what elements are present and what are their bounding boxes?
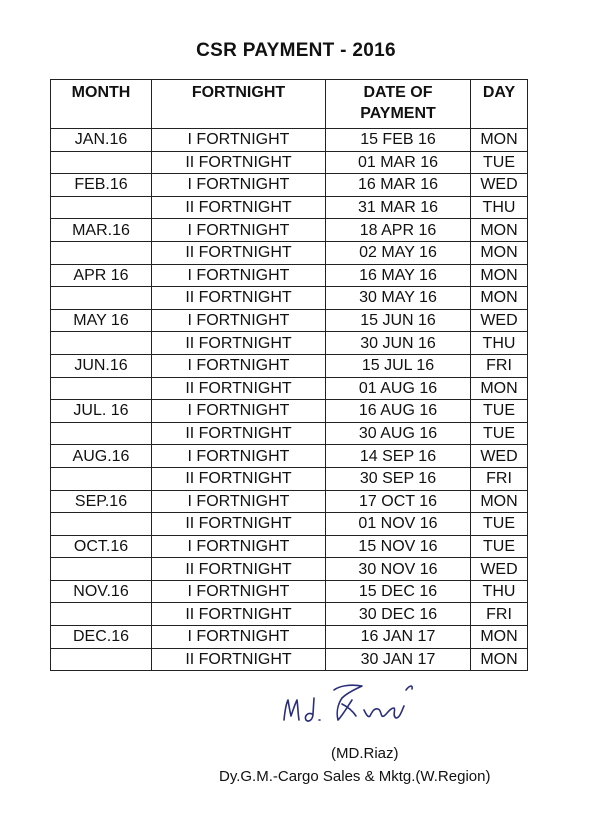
cell-date: 16 MAY 16 [326,264,471,287]
cell-date: 15 FEB 16 [326,129,471,152]
cell-month [51,332,152,355]
cell-month: MAY 16 [51,309,152,332]
table-row [51,264,528,287]
cell-month: DEC.16 [51,626,152,649]
cell-date: 15 DEC 16 [326,580,471,603]
cell-date: 15 JUL 16 [326,354,471,377]
cell-fortnight: I FORTNIGHT [152,490,326,513]
cell-fortnight: I FORTNIGHT [152,174,326,197]
cell-day: FRI [471,603,528,626]
table-body [51,129,528,671]
cell-day: WED [471,445,528,468]
cell-day: FRI [471,467,528,490]
cell-day: WED [471,174,528,197]
table-row [51,332,528,355]
table-row [51,603,528,626]
cell-month [51,151,152,174]
table-row [51,129,528,152]
cell-date: 16 AUG 16 [326,400,471,423]
cell-day: MON [471,490,528,513]
header-month: MONTH [51,80,152,129]
cell-fortnight: II FORTNIGHT [152,648,326,671]
cell-fortnight: I FORTNIGHT [152,264,326,287]
cell-month [51,241,152,264]
cell-date: 30 DEC 16 [326,603,471,626]
header-date-line2: PAYMENT [360,105,436,122]
cell-month [51,603,152,626]
cell-fortnight: II FORTNIGHT [152,377,326,400]
cell-month [51,467,152,490]
header-date-of-payment [326,80,471,129]
table-row [51,580,528,603]
cell-fortnight: II FORTNIGHT [152,513,326,536]
cell-date: 15 JUN 16 [326,309,471,332]
cell-fortnight: I FORTNIGHT [152,129,326,152]
cell-month: OCT.16 [51,535,152,558]
cell-day: TUE [471,513,528,536]
cell-date: 30 MAY 16 [326,287,471,310]
cell-month [51,287,152,310]
cell-fortnight: II FORTNIGHT [152,332,326,355]
table-row [51,287,528,310]
cell-day: MON [471,219,528,242]
cell-month: NOV.16 [51,580,152,603]
cell-month [51,422,152,445]
cell-fortnight: I FORTNIGHT [152,400,326,423]
header-day: DAY [471,80,528,129]
table-row [51,400,528,423]
cell-month: JUN.16 [51,354,152,377]
cell-date: 16 JAN 17 [326,626,471,649]
table-row [51,354,528,377]
signer-name: (MD.Riaz) [331,745,399,762]
cell-date: 15 NOV 16 [326,535,471,558]
cell-day: TUE [471,535,528,558]
table-row [51,467,528,490]
cell-day: TUE [471,151,528,174]
cell-month: AUG.16 [51,445,152,468]
cell-day: MON [471,241,528,264]
cell-fortnight: II FORTNIGHT [152,196,326,219]
document-title [0,40,600,62]
cell-day: MON [471,377,528,400]
cell-fortnight: I FORTNIGHT [152,580,326,603]
cell-day: MON [471,648,528,671]
cell-fortnight: I FORTNIGHT [152,445,326,468]
table-row [51,196,528,219]
cell-fortnight: II FORTNIGHT [152,467,326,490]
cell-fortnight: II FORTNIGHT [152,241,326,264]
cell-day: WED [471,309,528,332]
cell-date: 30 NOV 16 [326,558,471,581]
cell-fortnight: II FORTNIGHT [152,558,326,581]
cell-month [51,513,152,536]
cell-fortnight: II FORTNIGHT [152,151,326,174]
cell-fortnight: I FORTNIGHT [152,626,326,649]
cell-month: APR 16 [51,264,152,287]
table-row [51,377,528,400]
cell-fortnight: II FORTNIGHT [152,287,326,310]
cell-date: 02 MAY 16 [326,241,471,264]
cell-fortnight: II FORTNIGHT [152,422,326,445]
table-row [51,490,528,513]
header-date-line1: DATE OF [363,84,433,101]
table-row [51,174,528,197]
cell-day: FRI [471,354,528,377]
cell-month [51,377,152,400]
handwritten-signature [276,676,436,732]
table-row [51,422,528,445]
cell-date: 31 MAR 16 [326,196,471,219]
cell-date: 01 NOV 16 [326,513,471,536]
cell-month: JAN.16 [51,129,152,152]
cell-date: 01 MAR 16 [326,151,471,174]
cell-fortnight: II FORTNIGHT [152,603,326,626]
cell-day: TUE [471,422,528,445]
cell-month: SEP.16 [51,490,152,513]
table-row [51,648,528,671]
cell-month: FEB.16 [51,174,152,197]
table-row [51,535,528,558]
table-row [51,558,528,581]
cell-date: 18 APR 16 [326,219,471,242]
cell-fortnight: I FORTNIGHT [152,309,326,332]
cell-month [51,196,152,219]
table-row [51,309,528,332]
cell-month [51,558,152,581]
cell-day: WED [471,558,528,581]
cell-month: JUL. 16 [51,400,152,423]
cell-month [51,648,152,671]
cell-date: 30 JAN 17 [326,648,471,671]
cell-fortnight: I FORTNIGHT [152,535,326,558]
cell-date: 16 MAR 16 [326,174,471,197]
cell-day: MON [471,287,528,310]
cell-day: TUE [471,400,528,423]
cell-fortnight: I FORTNIGHT [152,219,326,242]
cell-date: 30 SEP 16 [326,467,471,490]
header-fortnight: FORTNIGHT [152,80,326,129]
cell-date: 01 AUG 16 [326,377,471,400]
table-row [51,445,528,468]
document-title-text: CSR PAYMENT - 2016 [196,40,396,61]
cell-date: 30 JUN 16 [326,332,471,355]
cell-fortnight: I FORTNIGHT [152,354,326,377]
cell-day: THU [471,196,528,219]
table-row [51,241,528,264]
table-row [51,219,528,242]
payment-schedule-table [50,79,528,671]
cell-day: THU [471,580,528,603]
table-row [51,513,528,536]
cell-day: THU [471,332,528,355]
cell-day: MON [471,264,528,287]
table-row [51,151,528,174]
cell-date: 30 AUG 16 [326,422,471,445]
table-row [51,626,528,649]
cell-month: MAR.16 [51,219,152,242]
cell-day: MON [471,626,528,649]
table-header-row [51,80,528,129]
cell-date: 14 SEP 16 [326,445,471,468]
cell-date: 17 OCT 16 [326,490,471,513]
signer-designation: Dy.G.M.-Cargo Sales & Mktg.(W.Region) [219,768,491,785]
cell-day: MON [471,129,528,152]
